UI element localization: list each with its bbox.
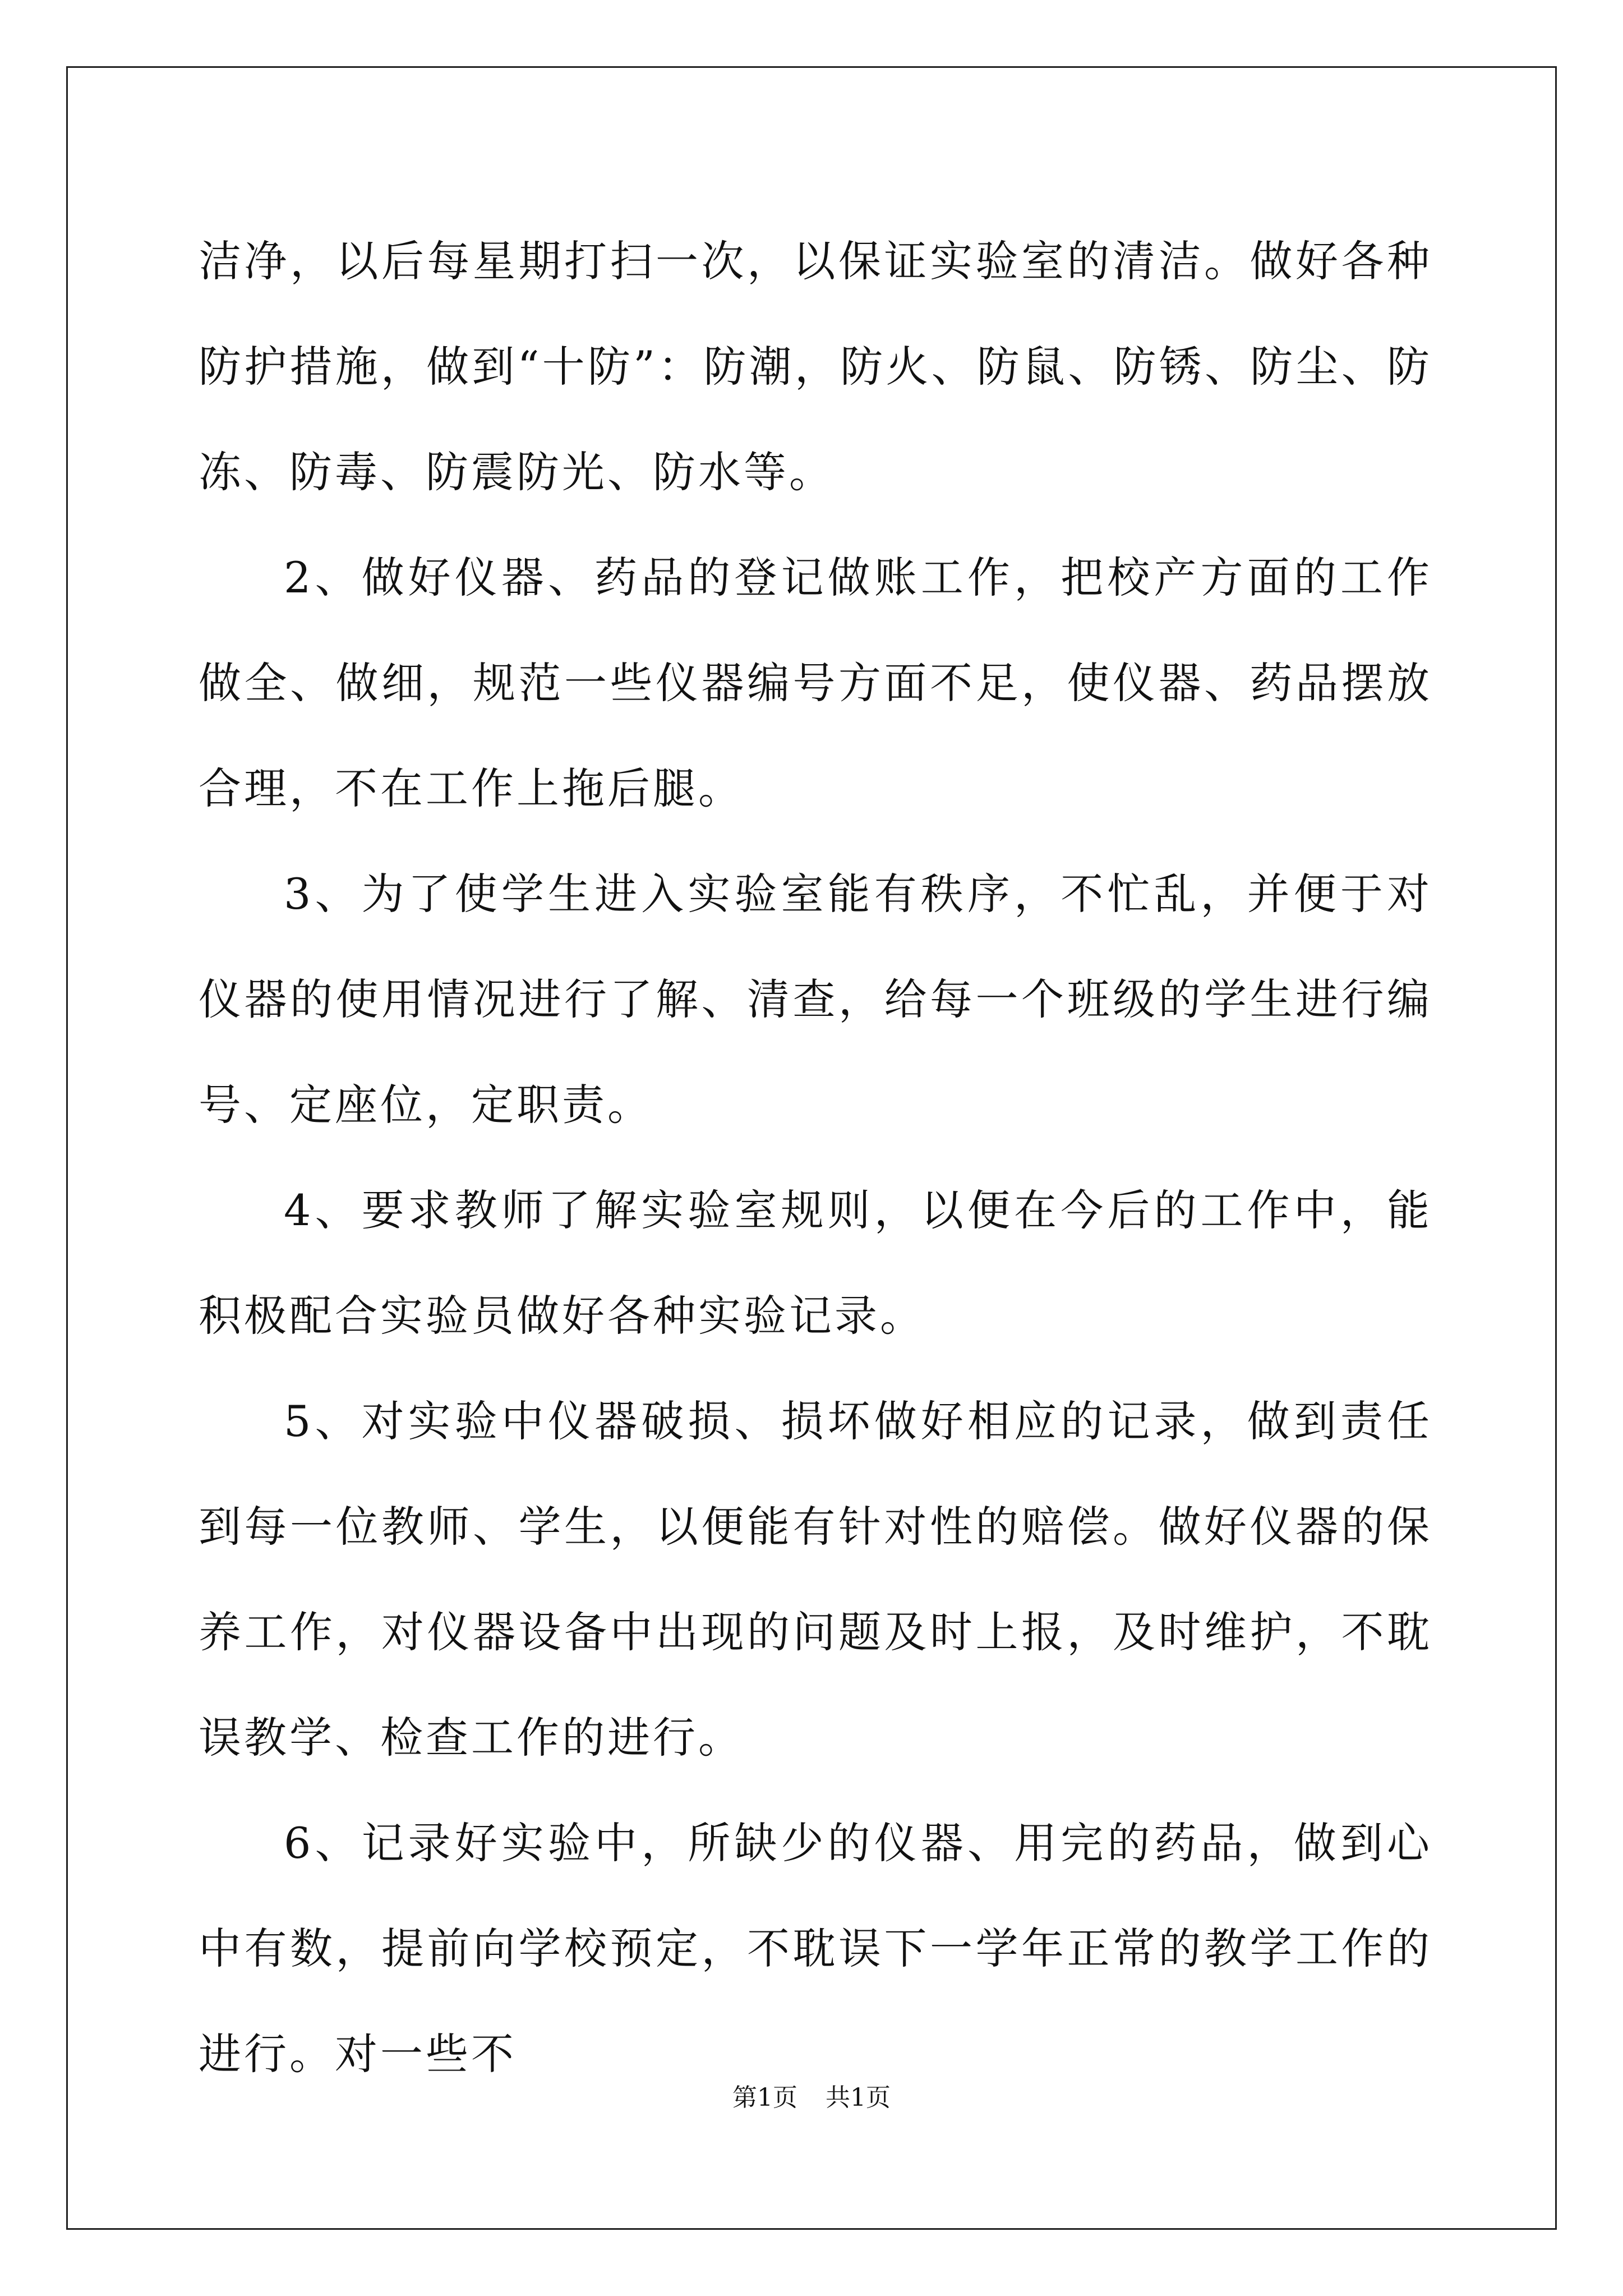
page-footer: [0, 2081, 1623, 2115]
page-number: 第1页: [732, 2083, 797, 2112]
page-total: 共1页: [826, 2083, 891, 2112]
paragraph-4: 4、要求教师了解实验室规则，以便在今后的工作中，能积极配合实验员做好各种实验记录。: [199, 1185, 1432, 1341]
paragraph-1: 洁净，以后每星期打扫一次，以保证实验室的清洁。做好各种防护措施，做到“十防”：防潮，防火、防鼠、防锈、防尘、防冻、防毒、防震防光、防水等。: [199, 236, 1432, 497]
paragraph-3: 3、为了使学生进入实验室能有秩序，不忙乱，并便于对仪器的使用情况进行了解、清查，给每一个班级的学生进行编号、定座位，定职责。: [199, 869, 1432, 1130]
paragraph-5: 5、对实验中仪器破损、损坏做好相应的记录，做到责任到每一位教师、学生，以便能有针对性的赔偿。做好仪器的保养工作，对仪器设备中出现的问题及时上报，及时维护，不耽误教学、检查工作的进行。: [199, 1396, 1432, 1763]
paragraph-2: 2、做好仪器、药品的登记做账工作，把校产方面的工作做全、做细，规范一些仪器编号方面不足，使仪器、药品摆放合理，不在工作上拖后腿。: [199, 553, 1432, 813]
document-body: [199, 209, 1432, 2107]
paragraph-6: 6、记录好实验中，所缺少的仪器、用完的药品，做到心中有数，提前向学校预定，不耽误下一学年正常的教学工作的进行。对一些不: [199, 1818, 1432, 2079]
